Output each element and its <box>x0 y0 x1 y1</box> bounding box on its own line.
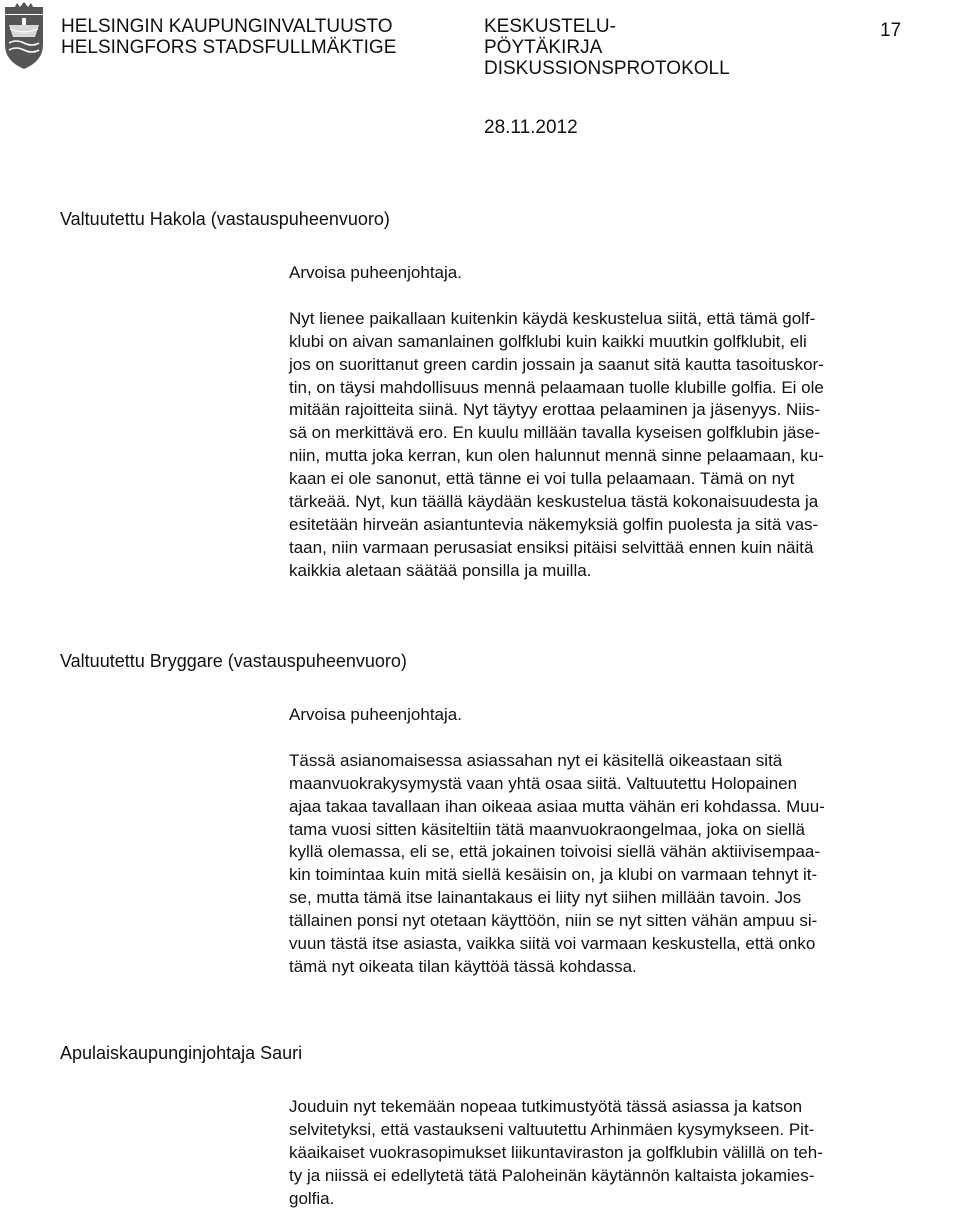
speech-line: ajaa takaa tavallaan ihan oikeaa asiaa mutta vähän eri kohdassa. Muu- <box>289 796 825 816</box>
speech-line: tama vuosi sitten käsiteltiin tätä maanvuokraongelmaa, joka on siellä <box>289 819 805 839</box>
speech-line: selvitetyksi, että vastaukseni valtuutettu Arhinmäen kysymykseen. Pit- <box>289 1119 815 1139</box>
speech-line: se, mutta tämä itse lainantakaus ei liity nyt siihen millään tavoin. Jos <box>289 888 802 908</box>
greeting: Arvoisa puheenjohtaja. <box>289 705 462 724</box>
council-name <box>61 16 396 58</box>
speech-line: kin toimintaa kuin mitä siellä kesäisin on, ja klubi on varmaan tehnyt it- <box>289 865 818 885</box>
speech-line: käaikaiset vuokrasopimukset liikuntaviraston ja golfklubin välillä on teh- <box>289 1142 823 1162</box>
speech-line: sä on merkittävä ero. En kuulu millään tavalla kyseisen golfklubin jäse- <box>289 423 821 443</box>
document-type-line1: KESKUSTELU- <box>484 16 616 37</box>
speech-line: maanvuokrakysymystä vaan yhtä osaa siitä. Valtuutettu Holopainen <box>289 773 798 793</box>
speaker-name: Valtuutettu Bryggare (vastauspuheenvuoro) <box>60 651 407 671</box>
speech-text <box>289 262 949 583</box>
speech-line: Tässä asianomaisessa asiassahan nyt ei käsitellä oikeastaan sitä <box>289 750 783 770</box>
speech-line: esitetään hirveän asiantuntevia näkemyksiä golfin puolesta ja sitä vas- <box>289 514 819 534</box>
speech-line: kaan ei ole sanonut, että tänne ei voi tulla pelaamaan. Tämä on nyt <box>289 469 795 489</box>
speaker-name: Valtuutettu Hakola (vastauspuheenvuoro) <box>60 209 390 229</box>
speech-line: jos on suorittanut green cardin jossain ja saanut sitä kautta tasoituskor- <box>289 354 824 374</box>
speech-line: tärkeää. Nyt, kun täällä käydään keskustelua tästä kokonaisuudesta ja <box>289 492 819 512</box>
speech-line: Nyt lienee paikallaan kuitenkin käydä keskustelua siitä, että tämä golf- <box>289 308 816 328</box>
greeting: Arvoisa puheenjohtaja. <box>289 263 462 282</box>
document-type-line2: PÖYTÄKIRJA <box>484 37 603 58</box>
speech-line: tin, on täysi mahdollisuus mennä pelaamaan tuolle klubille golfia. Ei ole <box>289 377 824 397</box>
document-type <box>484 16 730 79</box>
speech-line: ty ja niissä ei edellytetä tätä Paloheinän käytännön kaltaista jokamies- <box>289 1165 815 1185</box>
speech-line: kaikkia aletaan säätää ponsilla ja muilla. <box>289 560 592 580</box>
speech-line: mitään rajoitteita siinä. Nyt täytyy erottaa pelaaminen ja jäsenyys. Niis- <box>289 400 821 420</box>
speech-line: tällainen ponsi nyt otetaan käyttöön, niin se nyt sitten vähän ampuu si- <box>289 911 818 931</box>
speech-text <box>289 1096 949 1211</box>
speech-line: golfia. <box>289 1188 335 1208</box>
speech-text <box>289 704 949 979</box>
speech-line: taan, niin varmaan perusasiat ensiksi pitäisi selvittää ennen kuin näitä <box>289 537 814 557</box>
council-name-sv: HELSINGFORS STADSFULLMÄKTIGE <box>61 37 397 58</box>
speech-line: kyllä olemassa, eli se, että jokainen toivoisi siellä vähän aktiivisempaa- <box>289 842 821 862</box>
speech-line: klubi on aivan samanlainen golfklubi kuin kaikki muutkin golfklubit, eli <box>289 331 807 351</box>
speech-line: niin, mutta joka kerran, kun olen halunnut mennä sinne pelaamaan, ku- <box>289 446 824 466</box>
speech-line: vuun tästä itse asiasta, vaikka siitä voi varmaan keskustella, että onko <box>289 934 816 954</box>
meeting-date: 28.11.2012 <box>484 117 578 138</box>
speech-line: Jouduin nyt tekemään nopeaa tutkimustyötä tässä asiassa ja katson <box>289 1097 803 1116</box>
document-type-line3: DISKUSSIONSPROTOKOLL <box>484 58 730 79</box>
page-number: 17 <box>880 20 902 41</box>
council-name-fi: HELSINGIN KAUPUNGINVALTUUSTO <box>61 16 393 37</box>
helsinki-crest-logo <box>1 1 47 71</box>
speaker-name: Apulaiskaupunginjohtaja Sauri <box>60 1043 303 1063</box>
speech-line: tämä nyt oikeata tilan käyttöä tässä kohdassa. <box>289 956 637 976</box>
